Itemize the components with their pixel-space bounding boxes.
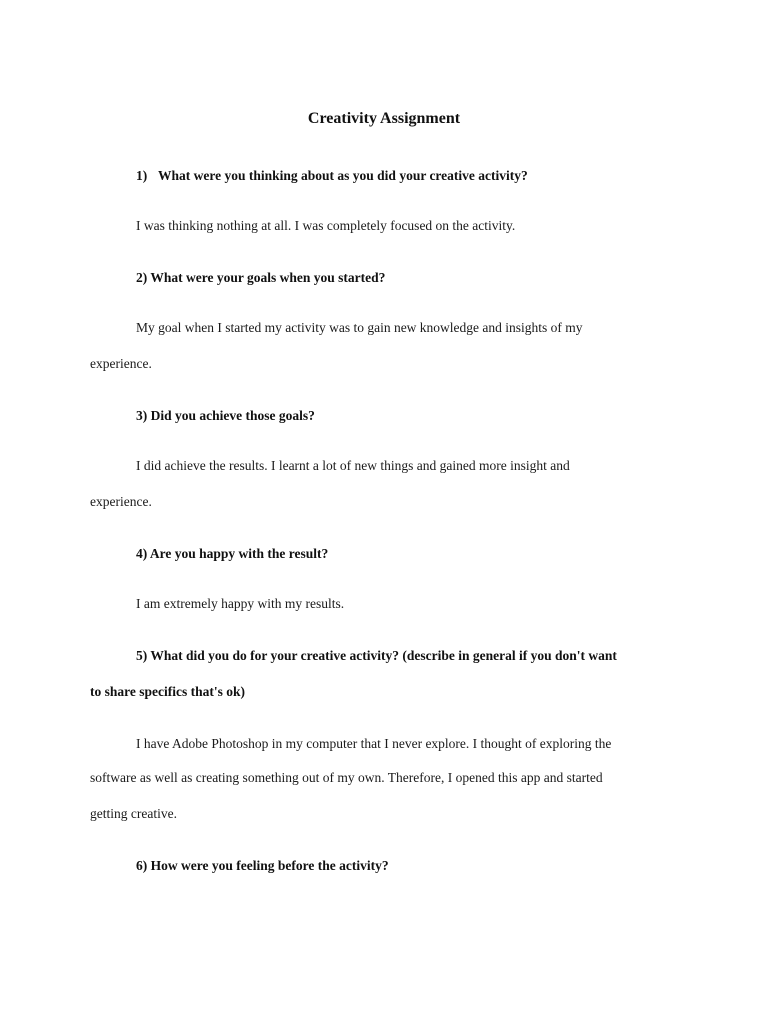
answer-3-line-1: I did achieve the results. I learnt a lot of new things and gained more insight and [136, 458, 570, 473]
question-5-line-2: to share specifics that's ok) [90, 684, 245, 699]
answer-4-line-1: I am extremely happy with my results. [136, 596, 345, 611]
question-1-text: What were you thinking about as you did your creative activity? [158, 168, 528, 183]
question-6: 6) How were you feeling before the activity? [136, 858, 389, 873]
answer-2-line-1: My goal when I started my activity was to gain new knowledge and insights of my [136, 320, 583, 335]
answer-2-line-2: experience. [90, 356, 152, 371]
answer-3-line-2: experience. [90, 494, 152, 509]
answer-5-line-3: getting creative. [90, 806, 177, 821]
question-4: 4) Are you happy with the result? [136, 546, 329, 561]
document-title: Creativity Assignment [307, 110, 461, 127]
question-1-number: 1) [136, 168, 148, 183]
question-3: 3) Did you achieve those goals? [136, 408, 315, 423]
question-5-line-1: 5) What did you do for your creative activity? (describe in general if you don't want [136, 648, 617, 663]
question-2: 2) What were your goals when you started? [136, 270, 386, 285]
answer-1-line-1: I was thinking nothing at all. I was completely focused on the activity. [136, 218, 516, 233]
answer-5-line-1: I have Adobe Photoshop in my computer that I never explore. I thought of exploring the [136, 736, 612, 751]
question-1 [136, 166, 736, 186]
answer-5-line-2: software as well as creating something out of my own. Therefore, I opened this app and started [90, 770, 603, 785]
